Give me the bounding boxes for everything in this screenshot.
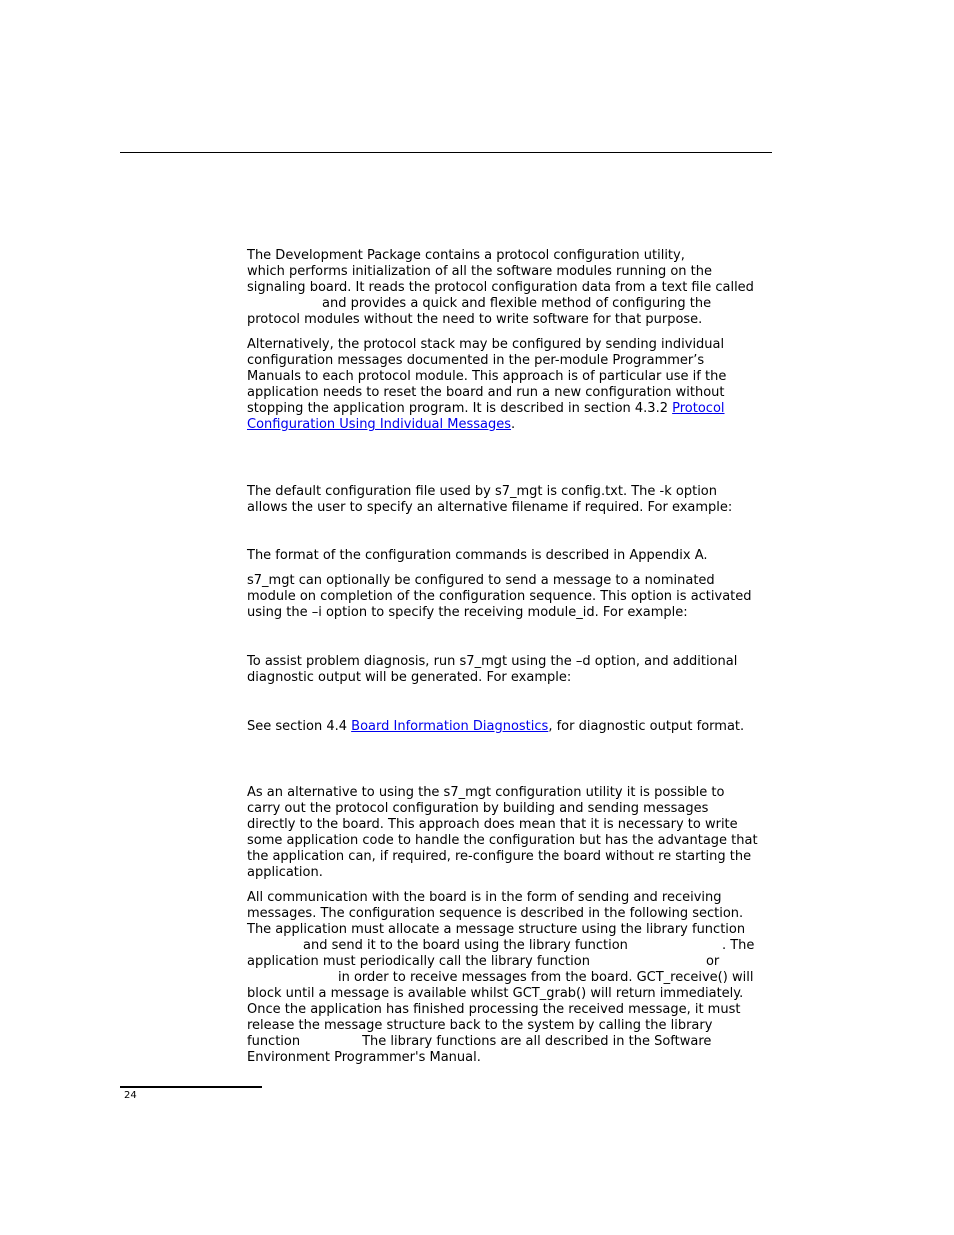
- page-body: [247, 248, 772, 1066]
- footer-rule: [120, 1086, 262, 1088]
- link-protocol-configuration-cont[interactable]: Configuration Using Individual Messages: [247, 417, 512, 432]
- paragraph-individual-messages: As an alternative to using the s7_mgt configuration utility it is possible to carry out the protocol configuration by building and sending messages directly to the board. This approach does mean that it is necessary to write some application code to handle the configuration but has the advantage that the application can, if required, re-configure the board without re starting the application.: [247, 785, 758, 880]
- link-protocol-configuration[interactable]: Protocol: [672, 401, 725, 416]
- header-rule: [120, 152, 772, 153]
- paragraph-alternative: Alternatively, the protocol stack may be configured by sending individual configuration messages documented in the per-module Programmer’s Manuals to each protocol module. This approach is of particular use if the application needs to reset the board and run a new configuration without stopping the application program. It is described in section 4.3.2 Protocol Configuration Using Individual Messages.: [247, 337, 727, 432]
- paragraph-see-section: See section 4.4 Board Information Diagnostics, for diagnostic output format.: [247, 719, 745, 734]
- paragraph-utility-intro: The Development Package contains a protocol configuration utility, which performs initialization of all the software modules running on the signaling board. It reads the protocol configuration data from a text file called and provides a quick and flexible method of configuring the protocol modules without the need to write software for that purpose.: [247, 248, 754, 327]
- paragraph-communication: All communication with the board is in the form of sending and receiving messages. The configuration sequence is described in the following section. The application must allocate a message structure using the library function and send it to the board using the library function . The application must periodically call the library function or in order to receive messages from the board. GCT_receive() will block until a message is available whilst GCT_grab() will return immediately. Once the application has finished processing the received message, it must release the message structure back to the system by calling the library function The library functions are all described in the Software Environment Programmer's Manual.: [247, 890, 755, 1065]
- page-number: 24: [124, 1090, 137, 1101]
- paragraph-completion-message: s7_mgt can optionally be configured to send a message to a nominated module on completion of the configuration sequence. This option is activated using the –i option to specify the receiving module_id. For example:: [247, 573, 752, 620]
- paragraph-format: The format of the configuration commands is described in Appendix A.: [247, 548, 708, 563]
- link-board-information-diagnostics[interactable]: Board Information Diagnostics: [351, 719, 549, 734]
- paragraph-default-config: The default configuration file used by s7_mgt is config.txt. The -k option allows the user to specify an alternative filename if required. For example:: [247, 484, 733, 515]
- paragraph-diagnosis: To assist problem diagnosis, run s7_mgt using the –d option, and additional diagnostic output will be generated. For example:: [247, 654, 738, 685]
